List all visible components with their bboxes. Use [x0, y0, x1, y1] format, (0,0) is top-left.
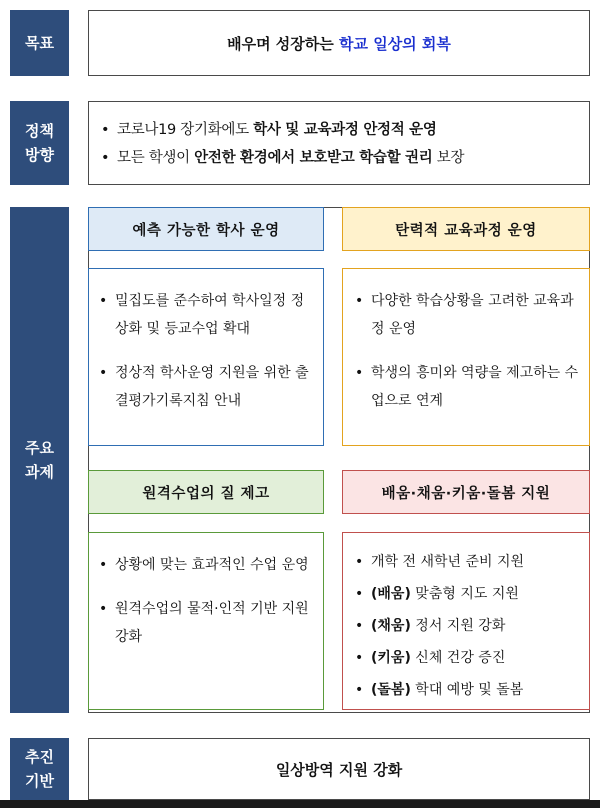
task-card-title-support [342, 470, 590, 514]
task-card-item [97, 287, 313, 343]
foundation-label-line1: 추진 [25, 748, 54, 766]
foundation-box [88, 738, 590, 800]
task-card-title-text: 배움·채움·키움·돌봄 지원 [381, 485, 551, 502]
foundation-label [10, 738, 69, 800]
task-card-item-text: 밀집도를 준수하여 학사일정 정상화 및 등교수업 확대 [115, 293, 305, 337]
task-card-title-curriculum [342, 207, 590, 251]
task-card-curriculum [342, 268, 590, 446]
task-card-support [342, 532, 590, 710]
task-card-item-tag: (배움) [371, 586, 411, 602]
task-card-list [353, 287, 583, 415]
goal-label [10, 10, 69, 76]
task-card-item-text: 개학 전 새학년 준비 지원 [371, 554, 525, 570]
task-card-item [353, 359, 583, 415]
task-card-list [97, 287, 313, 415]
task-card-item [353, 287, 583, 343]
task-card-item-text: 다양한 학습상황을 고려한 교육과정 운영 [371, 293, 574, 337]
task-card-title-remote [88, 470, 324, 514]
tasks-label-line1: 주요 [25, 439, 54, 457]
task-card-item [353, 611, 583, 641]
task-card-item-tag: (키움) [371, 650, 411, 666]
policy-item [99, 116, 581, 144]
policy-item [99, 144, 581, 172]
goal-label-text: 목표 [25, 34, 54, 52]
policy-item-text: 모든 학생이 [117, 150, 195, 166]
tasks-label [10, 207, 69, 713]
task-card-list [97, 551, 313, 651]
task-card-item [353, 643, 583, 673]
policy-list [99, 116, 581, 172]
goal-text-main: 배우며 성장하는 [227, 34, 339, 53]
policy-label [10, 101, 69, 185]
task-card-title-schedule [88, 207, 324, 251]
task-card-item [97, 551, 313, 579]
task-card-item-text: 정상적 학사운영 지원을 위한 출결평가기록지침 안내 [115, 365, 309, 409]
task-card-remote [88, 532, 324, 710]
task-card-item [97, 595, 313, 651]
task-card-item-text: 맞춤형 지도 지원 [410, 586, 519, 602]
policy-item-emphasis: 학사 및 교육과정 안정적 운영 [253, 122, 437, 138]
policy-label-line1: 정책 [25, 122, 54, 140]
bottom-border-line [0, 800, 600, 808]
task-card-item-tag: (채움) [371, 618, 411, 634]
task-card-item-text: 신체 건강 증진 [410, 650, 506, 666]
task-card-item [353, 547, 583, 577]
task-card-item [97, 359, 313, 415]
goal-box [88, 10, 590, 76]
task-card-title-text: 예측 가능한 학사 운영 [132, 222, 280, 239]
task-card-list [353, 547, 583, 705]
task-card-title-text: 탄력적 교육과정 운영 [395, 222, 537, 239]
task-card-schedule [88, 268, 324, 446]
policy-box [88, 101, 590, 185]
foundation-text: 일상방역 지원 강화 [275, 760, 403, 779]
task-card-item-text: 학대 예방 및 돌봄 [410, 682, 524, 698]
task-card-title-text: 원격수업의 질 제고 [142, 485, 270, 502]
policy-item-text-end: 보장 [432, 150, 465, 166]
task-card-item-text: 원격수업의 물적·인적 기반 지원 강화 [115, 601, 309, 645]
policy-item-emphasis: 안전한 환경에서 보호받고 학습할 권리 [194, 150, 433, 166]
goal-text-accent: 학교 일상의 회복 [339, 34, 451, 53]
task-card-item-text: 정서 지원 강화 [410, 618, 506, 634]
tasks-label-line2: 과제 [25, 463, 54, 481]
task-card-item-tag: (돌봄) [371, 682, 411, 698]
task-card-item-text: 학생의 흥미와 역량을 제고하는 수업으로 연계 [371, 365, 579, 409]
task-card-item [353, 579, 583, 609]
foundation-label-line2: 기반 [25, 772, 54, 790]
task-card-item [353, 675, 583, 705]
task-card-item-text: 상황에 맞는 효과적인 수업 운영 [115, 557, 309, 573]
policy-item-text: 코로나19 장기화에도 [117, 122, 254, 138]
policy-label-line2: 방향 [25, 146, 54, 164]
